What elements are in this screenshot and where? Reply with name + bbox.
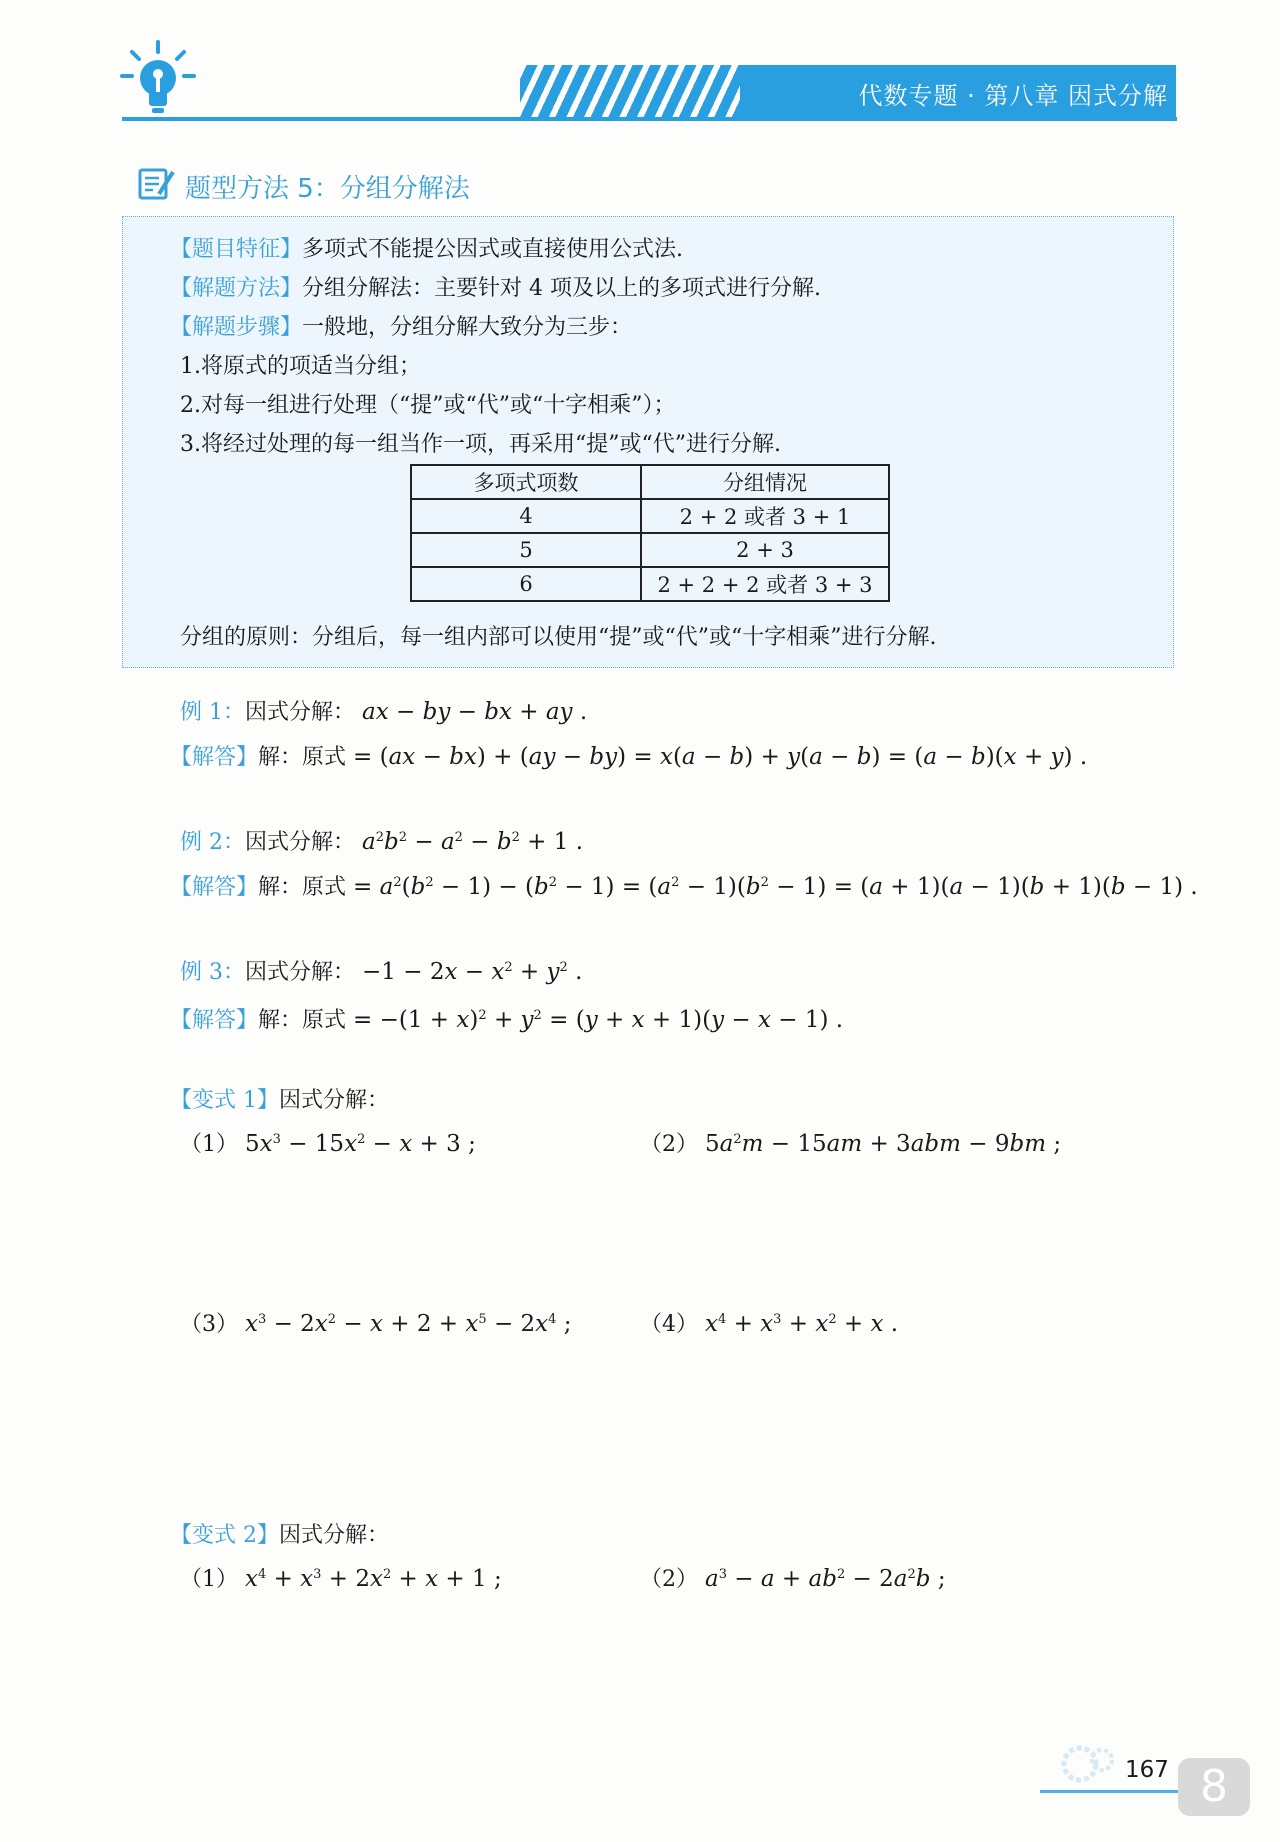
feature-tag: 【题目特征】 <box>170 237 303 262</box>
feature-line <box>170 232 683 263</box>
example-1-expression: ax − by − bx + ay . <box>362 699 588 725</box>
steps-text: 一般地，分组分解大致分为三步： <box>302 315 633 340</box>
problem-expression: $5x^3 - 15x^2 - x + 3$ ; <box>245 1131 476 1157</box>
problem-label: （2） <box>640 1567 698 1592</box>
footer-line <box>1040 1790 1180 1793</box>
problem-label: （2） <box>640 1132 698 1157</box>
table-row <box>411 567 889 601</box>
problem-label: （4） <box>640 1312 698 1337</box>
grouping-principle: 分组的原则：分组后，每一组内部可以使用“提”或“代”或“十字相乘”进行分解. <box>180 625 937 650</box>
example-3-expression: $-1 - 2x - x^2 + y^2$ . <box>362 959 583 985</box>
header-stripes <box>520 65 740 120</box>
variant-1-problem-1 <box>180 1127 476 1158</box>
answer-tag: 【解答】 <box>170 745 259 770</box>
example-prompt: 因式分解： <box>245 960 356 985</box>
variant-tag: 【变式 1】 <box>170 1088 279 1113</box>
table-row <box>411 499 889 533</box>
steps-line <box>170 310 632 341</box>
steps-tag: 【解题步骤】 <box>170 315 303 340</box>
header-rule <box>122 117 1177 121</box>
example-label: 例 2： <box>180 830 245 855</box>
table-cell: 2 + 3 <box>641 533 889 567</box>
variant-prompt: 因式分解： <box>279 1088 390 1113</box>
table-cell: 2 + 2 或者 3 + 1 <box>641 499 889 533</box>
table-cell: 4 <box>411 499 641 533</box>
step-2: 2.对每一组进行处理（“提”或“代”或“十字相乘”）； <box>180 393 676 418</box>
gear-watermark-icon <box>1058 1738 1118 1790</box>
answer-lead: 解：原式 <box>258 745 347 770</box>
problem-expression: $x^4 + x^3 + 2x^2 + x + 1$ ; <box>245 1566 502 1592</box>
section-title: 题型方法 5：分组分解法 <box>185 174 470 204</box>
variant-1-problem-4 <box>640 1307 898 1338</box>
problem-expression: $a^3 - a + ab^2 - 2a^2b$ ; <box>705 1566 946 1592</box>
answer-lead: 解：原式 <box>258 875 347 900</box>
step-1: 1.将原式的项适当分组； <box>180 354 421 379</box>
variant-2-heading <box>170 1518 389 1549</box>
chapter-title: 代数专题 · 第八章 因式分解 <box>858 82 1168 110</box>
table-row <box>411 533 889 567</box>
answer-tag: 【解答】 <box>170 875 259 900</box>
table-cell: 5 <box>411 533 641 567</box>
notepad-pencil-icon <box>137 166 177 202</box>
variant-1-problem-3 <box>180 1307 572 1338</box>
method-text: 分组分解法：主要针对 4 项及以上的多项式进行分解. <box>302 276 821 301</box>
lightbulb-logo-icon <box>118 38 198 118</box>
problem-expression: $x^4 + x^3 + x^2 + x$ . <box>705 1311 899 1337</box>
example-2-question <box>180 825 583 856</box>
method-line <box>170 271 821 302</box>
table-header: 分组情况 <box>641 465 889 499</box>
example-2-solution: = $a^2(b^2 - 1) - (b^2 - 1) = (a^2 - 1)(b^2 - 1) = (a + 1)(a - 1)(b + 1)(b - 1)$ . <box>353 874 1198 900</box>
example-label: 例 1： <box>180 700 245 725</box>
example-1-solution: = (ax − bx) + (ay − by) = x(a − b) + y(a − b) = (a − b)(x + y) . <box>353 744 1088 770</box>
problem-expression: $5a^2m - 15am + 3abm - 9bm$ ; <box>705 1131 1062 1157</box>
example-prompt: 因式分解： <box>245 700 356 725</box>
method-tag: 【解题方法】 <box>170 276 303 301</box>
variant-2-problem-2 <box>640 1562 946 1593</box>
example-label: 例 3： <box>180 960 245 985</box>
problem-label: （1） <box>180 1567 238 1592</box>
table-cell: 6 <box>411 567 641 601</box>
example-2-answer <box>170 870 1198 901</box>
table-header-row <box>411 465 889 499</box>
problem-label: （1） <box>180 1132 238 1157</box>
table-header: 多项式项数 <box>411 465 641 499</box>
step-3: 3.将经过处理的每一组当作一项，再采用“提”或“代”进行分解. <box>180 432 781 457</box>
variant-2-problem-1 <box>180 1562 502 1593</box>
variant-prompt: 因式分解： <box>279 1523 390 1548</box>
example-1-answer <box>170 740 1087 771</box>
example-prompt: 因式分解： <box>245 830 356 855</box>
page-number: 167 <box>1125 1757 1169 1783</box>
example-3-question <box>180 955 582 986</box>
example-2-expression: $a^2b^2 - a^2 - b^2 + 1$ . <box>362 829 584 855</box>
feature-text: 多项式不能提公因式或直接使用公式法. <box>302 237 684 262</box>
variant-tag: 【变式 2】 <box>170 1523 279 1548</box>
answer-lead: 解：原式 <box>258 1008 347 1033</box>
example-3-answer <box>170 1003 843 1034</box>
example-3-solution: = $-(1 + x)^2 + y^2 = (y + x + 1)(y - x - 1)$ . <box>353 1007 844 1033</box>
answer-tag: 【解答】 <box>170 1008 259 1033</box>
problem-label: （3） <box>180 1312 238 1337</box>
chapter-badge: 8 <box>1178 1758 1250 1816</box>
variant-1-heading <box>170 1083 389 1114</box>
grouping-table <box>410 464 890 602</box>
table-cell: 2 + 2 + 2 或者 3 + 3 <box>641 567 889 601</box>
variant-1-problem-2 <box>640 1127 1061 1158</box>
problem-expression: $x^3 - 2x^2 - x + 2 + x^5 - 2x^4$ ; <box>245 1311 572 1337</box>
example-1-question <box>180 695 587 726</box>
